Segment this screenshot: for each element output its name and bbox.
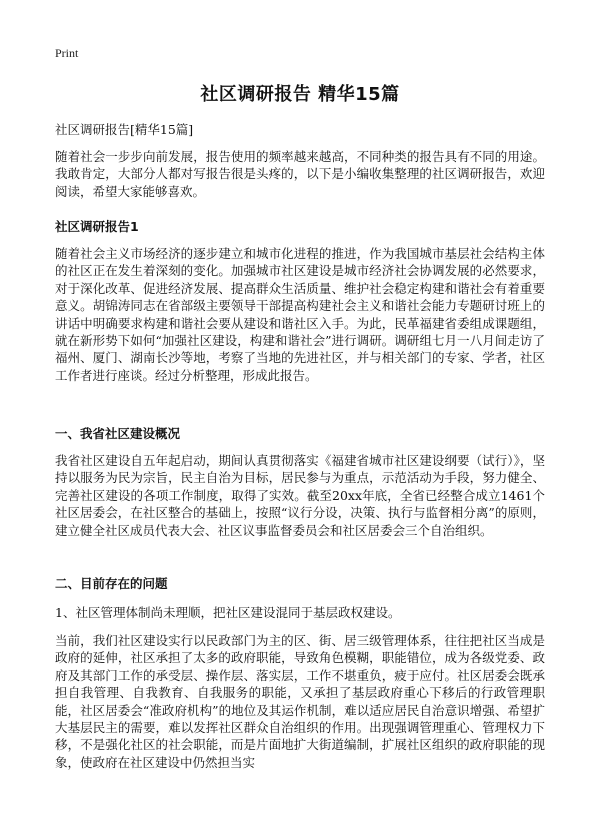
section2-paragraph: 当前，我们社区建设实行以民政部门为主的区、街、居三级管理体系，往往把社区当成是政府的延伸，社区承担了太多的政府职能，导致角色模糊，职能错位，成为各级党委、政府及其部门工作的承受层、操作层、落实层，工作不堪重负，疲于应付。社区居委会既承担自我管理、自我教育、自我服务的职能，又承担了基层政府重心下移后的行政管理职能，社区居委会“准政府机构”的地位及其运作机制，难以适应居民自治意识增强、希望扩大基层民主的需要，难以发挥社区群众自治组织的作用。出现强调管理重心、管理权力下移，不是强化社区的社会职能，而是片面地扩大街道编制，扩展社区组织的政府职能的现象，使政府在社区建设中仍然担当实 bbox=[55, 633, 545, 770]
report1-heading: 社区调研报告1 bbox=[55, 219, 139, 234]
report1-paragraph: 随着社会主义市场经济的逐步建立和城市化进程的推进，作为我国城市基层社会结构主体的社区正在发生着深刻的变化。加强城市社区建设是城市经济社会协调发展的必然要求，对于深化改革、促进经济发展、提高群众生活质量、维护社会稳定构建和谐社会有着重要意义。胡锦涛同志在省部级主要领导干部提高构建社会主义和谐社会能力专题研讨班上的讲话中明确要求构建和谐社会要从建设和谐社区入手。为此，民革福建省委组成课题组，就在新形势下如何“加强社区建设，构建和谐社会”进行调研。调研组七月一八月间走访了福州、厦门、湖南长沙等地，考察了当地的先进社区，并与相关部门的专家、学者，社区工作者进行座谈。经过分析整理，形成此报告。 bbox=[55, 246, 545, 383]
section1-heading: 一、我省社区建设概况 bbox=[55, 426, 181, 441]
page-title: 社区调研报告 精华15篇 bbox=[200, 84, 400, 105]
section2-item1: 1、社区管理体制尚未理顺，把社区建设混同于基层政权建设。 bbox=[55, 605, 401, 620]
print-link[interactable]: Print bbox=[55, 46, 79, 60]
section1-paragraph: 我省社区建设自五年起启动，期间认真贯彻落实《福建省城市社区建设纲要（试行）》，坚持以服务为民为宗旨，民主自治为目标，居民参与为重点，示范活动为手段，努力健全、完善社区建设的各项工作制度，取得了实效。截至20xx年底，全省已经整合成立1461个社区居委会，在社区整合的基础上，按照“议行分设，决策、执行与监督相分离”的原则，建立健全社区成员代表大会、社区议事监督委员会和社区居委会三个自治组织。 bbox=[55, 453, 545, 538]
intro-paragraph: 随着社会一步步向前发展，报告使用的频率越来越高，不同种类的报告具有不同的用途。我敢肯定，大部分人都对写报告很是头疼的，以下是小编收集整理的社区调研报告，欢迎阅读，希望大家能够喜欢。 bbox=[55, 149, 545, 199]
section2-heading: 二、目前存在的问题 bbox=[55, 576, 168, 591]
document-subtitle: 社区调研报告[精华15篇] bbox=[55, 122, 194, 137]
